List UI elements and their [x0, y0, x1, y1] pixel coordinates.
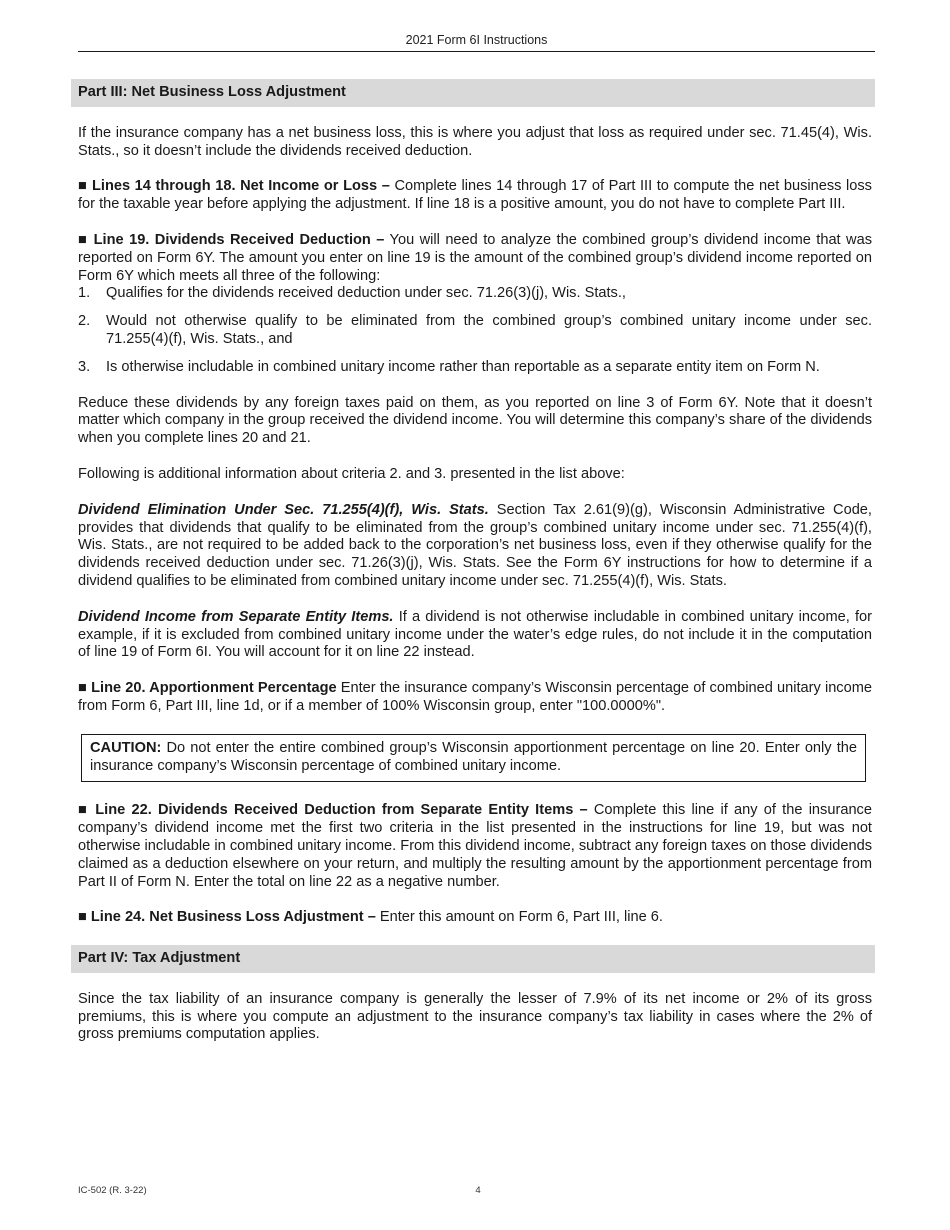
elimination-paragraph — [78, 502, 872, 591]
caution-text: Do not enter the entire combined group’s Wisconsin apportionment percentage on line 20. Enter only the insurance company’s Wisconsin percentage of combined unitary income. — [90, 739, 857, 774]
lines14-18-title: Lines 14 through 18. Net Income or Loss – — [91, 178, 390, 195]
line19-text: You will need to analyze the combined group’s dividend income that was reported on Form 6Y. The amount you enter on line 19 is the amount of the combined group’s dividend income reported on Form 6Y which meets all three of the following: — [78, 231, 872, 284]
separate-entity-paragraph — [78, 609, 872, 662]
line22-title: Line 22. Dividends Received Deduction from Separate Entity Items – — [95, 802, 588, 819]
square-bullet-icon: ■ — [78, 802, 89, 819]
separate-entity-text: If a dividend is not otherwise includable in combined unitary income, for example, if it is excluded from combined unitary income under the water’s edge rules, do not include it in the computation of line 19 of Form 6I. You will account for it on line 22 instead. — [78, 608, 872, 661]
square-bullet-icon: ■ — [78, 231, 89, 248]
list-item — [78, 359, 872, 377]
list-item-text: Qualifies for the dividends received deduction under sec. 71.26(3)(j), Wis. Stats., — [106, 285, 626, 302]
reduce-paragraph: Reduce these dividends by any foreign taxes paid on them, as you reported on line 3 of Form 6Y. Note that it doesn’t matter which company in the group received the dividend income. You will determine this company’s share of the dividends when you complete lines 20 and 21. — [78, 394, 872, 447]
list-item-text: Is otherwise includable in combined unitary income rather than reportable as a separate entity item on Form N. — [106, 358, 820, 375]
line24-text: Enter this amount on Form 6, Part III, line 6. — [375, 909, 663, 926]
elimination-text: Section Tax 2.61(9)(g), Wisconsin Administrative Code, provides that dividends that qualify to be eliminated from the group’s combined unitary income under sec. 71.255(4)(f), Wis. Stats., are not required to be added back to the corporation’s net business loss, even if they otherwise qualify for the dividends received deduction under sec. 71.26(3)(j), Wis. Stats. See the Form 6Y instructions for how to determine if a dividend qualifies to be eliminated from combined unitary income under sec. 71.255(4)(f), Wis. Stats. — [78, 501, 872, 589]
list-item-number: 3. — [78, 358, 91, 375]
line19-title: Line 19. Dividends Received Deduction – — [93, 231, 385, 248]
page-number: 4 — [475, 1185, 481, 1196]
line20-title: Line 20. Apportionment Percentage — [91, 680, 337, 697]
list-item-text: Would not otherwise qualify to be eliminated from the combined group’s combined unitary income under sec. 71.255(4)(f), Wis. Stats., and — [106, 313, 872, 347]
square-bullet-icon: ■ — [78, 178, 88, 195]
line22-paragraph — [78, 802, 872, 891]
header-rule — [78, 51, 875, 52]
list-item — [78, 313, 872, 349]
line20-text: Enter the insurance company’s Wisconsin percentage of combined unitary income from Form 6, Part III, line 1d, or if a member of 100% Wisconsin group, enter "100.0000%". — [78, 680, 872, 714]
lines14-18-text: Complete lines 14 through 17 of Part III to compute the net business loss for the taxable year before applying the adjustment. If line 18 is a positive amount, you do not have to complete Part III. — [78, 178, 872, 213]
page-header-title: 2021 Form 6I Instructions — [405, 33, 548, 47]
part4-heading: Part IV: Tax Adjustment — [71, 945, 875, 973]
list-item-number: 2. — [78, 313, 91, 330]
part3-heading: Part III: Net Business Loss Adjustment — [71, 79, 875, 107]
criteria-list — [78, 285, 872, 376]
square-bullet-icon: ■ — [78, 680, 87, 697]
line20-paragraph — [78, 680, 872, 716]
elimination-title: Dividend Elimination Under Sec. 71.255(4)(f), Wis. Stats. — [78, 501, 489, 518]
caution-label: CAUTION: — [90, 739, 162, 756]
list-item — [78, 285, 872, 303]
caution-box — [81, 734, 866, 783]
list-item-number: 1. — [78, 285, 91, 302]
line24-paragraph — [78, 909, 872, 927]
line22-text: Complete this line if any of the insurance company’s dividend income met the first two criteria in the list presented in the instructions for line 19, but was not otherwise includable in combined unitary income. From this dividend income, subtract any foreign taxes on those dividends claimed as a deduction elsewhere on your return, and multiply the resulting amount by the apportionment percentage from Part II of Form N. Enter the total on line 22 as a negative number. — [78, 802, 872, 890]
part3-intro: If the insurance company has a net business loss, this is where you adjust that loss as required under sec. 71.45(4), Wis. Stats., so it doesn’t include the dividends received deduction. — [78, 124, 872, 159]
footer-form-id: IC-502 (R. 3-22) — [78, 1185, 147, 1196]
line24-title: Line 24. Net Business Loss Adjustment – — [90, 909, 376, 926]
lines14-18-paragraph — [78, 178, 872, 214]
following-paragraph: Following is additional information about criteria 2. and 3. presented in the list above: — [78, 465, 625, 482]
document-body — [78, 79, 872, 1044]
line19-paragraph — [78, 232, 872, 285]
part4-intro: Since the tax liability of an insurance company is generally the lesser of 7.9% of its net income or 2% of its gross premiums, this is where you compute an adjustment to the insurance company’s tax liability in cases where the 2% of gross premiums computation applies. — [78, 990, 872, 1043]
square-bullet-icon: ■ — [78, 909, 87, 926]
separate-entity-title: Dividend Income from Separate Entity Items. — [78, 608, 394, 625]
